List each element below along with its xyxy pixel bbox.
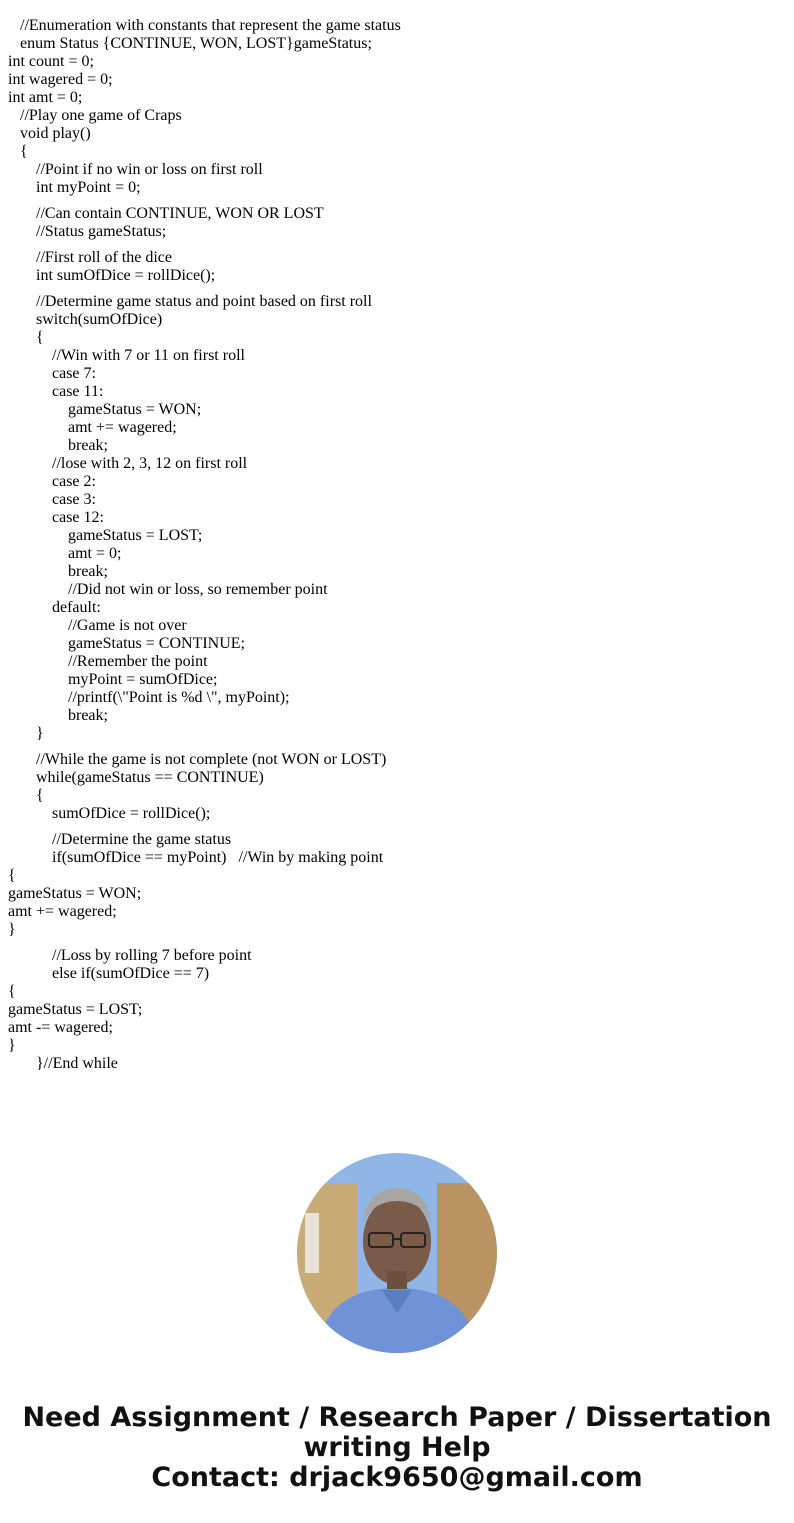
code-line: break; (8, 437, 108, 454)
code-line: else if(sumOfDice == 7) (8, 965, 210, 982)
author-avatar (297, 1153, 497, 1353)
code-line (8, 197, 788, 205)
code-line: break; (8, 707, 108, 724)
promo-contact-line: Contact: drjack9650@gmail.com (151, 1462, 643, 1493)
code-line: case 3: (8, 491, 96, 508)
code-line: { (8, 143, 28, 160)
code-line: //Can contain CONTINUE, WON OR LOST (8, 205, 324, 222)
code-line: //Game is not over (8, 617, 187, 634)
code-line: amt = 0; (8, 545, 122, 562)
code-line: { (8, 867, 16, 884)
code-line: case 12: (8, 509, 104, 526)
code-line: amt += wagered; (8, 903, 117, 920)
code-line: //Play one game of Craps (8, 107, 182, 124)
code-line: if(sumOfDice == myPoint) //Win by making point (8, 849, 384, 866)
code-line: } (8, 725, 44, 742)
code-line: { (8, 983, 16, 1000)
code-line: int sumOfDice = rollDice(); (8, 267, 216, 284)
code-line: } (8, 1037, 16, 1054)
code-line: gameStatus = LOST; (8, 1001, 143, 1018)
code-line: amt += wagered; (8, 419, 177, 436)
code-line (8, 285, 788, 293)
code-line (8, 241, 788, 249)
promo-line-2: writing Help (303, 1432, 491, 1463)
code-line: //Point if no win or loss on first roll (8, 161, 263, 178)
code-line: switch(sumOfDice) (8, 311, 163, 328)
code-line: amt -= wagered; (8, 1019, 113, 1036)
code-line: //Determine the game status (8, 831, 232, 848)
code-line: } (8, 921, 16, 938)
code-line: gameStatus = WON; (8, 401, 202, 418)
code-line: int count = 0; (8, 53, 94, 70)
code-line: int amt = 0; (8, 89, 83, 106)
code-line: }//End while (8, 1055, 118, 1072)
code-line: //First roll of the dice (8, 249, 172, 266)
code-line: //Enumeration with constants that represent the game status (8, 17, 401, 34)
code-line: //Status gameStatus; (8, 223, 167, 240)
code-line: int myPoint = 0; (8, 179, 141, 196)
code-line: break; (8, 563, 108, 580)
promo-line-1: Need Assignment / Research Paper / Dissertation (22, 1402, 772, 1433)
code-line: gameStatus = LOST; (8, 527, 203, 544)
code-line: //While the game is not complete (not WON or LOST) (8, 751, 387, 768)
code-line: case 2: (8, 473, 96, 490)
code-line: //lose with 2, 3, 12 on first roll (8, 455, 248, 472)
code-line (8, 743, 788, 751)
code-line: gameStatus = CONTINUE; (8, 635, 245, 652)
code-line: while(gameStatus == CONTINUE) (8, 769, 264, 786)
code-line: sumOfDice = rollDice(); (8, 805, 211, 822)
code-line: //Did not win or loss, so remember point (8, 581, 328, 598)
code-line (8, 823, 788, 831)
code-line: myPoint = sumOfDice; (8, 671, 218, 688)
code-line: { (8, 329, 44, 346)
code-line: { (8, 787, 44, 804)
code-line: //printf(\"Point is %d \", myPoint); (8, 689, 290, 706)
code-line: //Loss by rolling 7 before point (8, 947, 252, 964)
code-line: case 11: (8, 383, 104, 400)
code-listing (8, 17, 788, 1073)
code-line: int wagered = 0; (8, 71, 113, 88)
code-line: enum Status {CONTINUE, WON, LOST}gameStatus; (8, 35, 372, 52)
code-line: //Win with 7 or 11 on first roll (8, 347, 245, 364)
code-line: default: (8, 599, 101, 616)
code-line: //Remember the point (8, 653, 208, 670)
code-line: void play() (8, 125, 91, 142)
promo-banner (0, 1403, 794, 1493)
code-line (8, 939, 788, 947)
code-line: gameStatus = WON; (8, 885, 142, 902)
author-photo (297, 1153, 497, 1353)
code-line: case 7: (8, 365, 96, 382)
code-line: //Determine game status and point based on first roll (8, 293, 372, 310)
